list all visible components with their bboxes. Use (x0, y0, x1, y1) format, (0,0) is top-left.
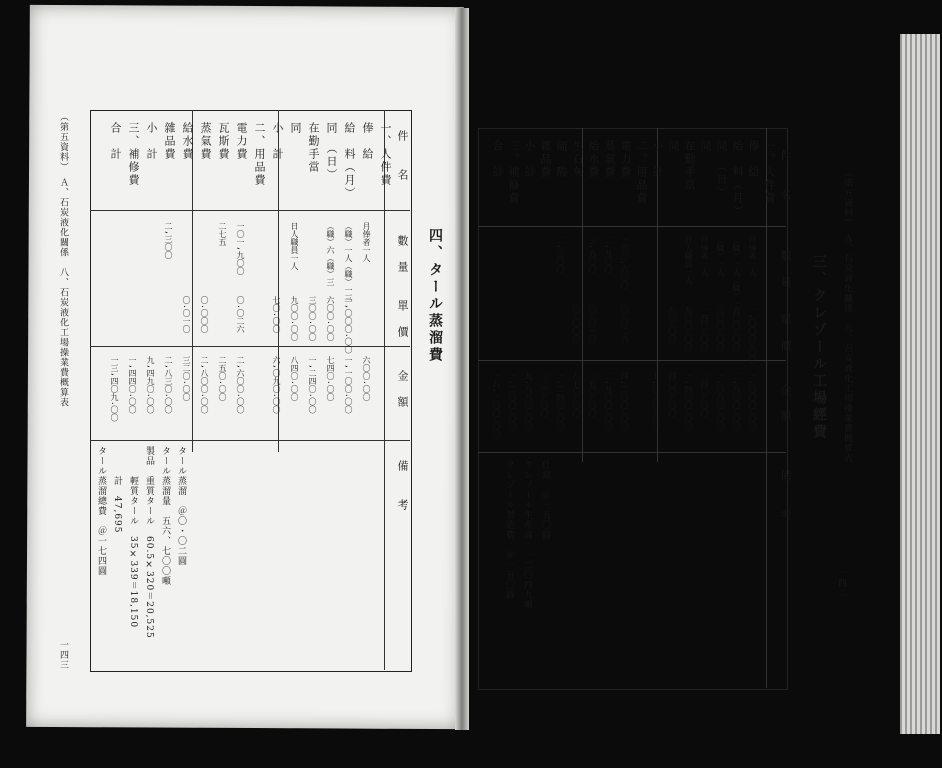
note-line: タール蒸溜量 五六、七〇〇噸 (160, 446, 170, 586)
right-header-price: 單 價 (779, 314, 792, 353)
table-cell-amount: 三二〇.〇〇 (182, 356, 191, 401)
note-line: 仕當 ＠一五〇圓 (540, 460, 550, 540)
right-header-amount: 金 額 (779, 384, 792, 423)
table-cell-amount: 八七〇.〇〇 (572, 372, 581, 417)
table-cell-amount: 八四〇.〇〇 (290, 356, 299, 401)
table-cell-amount: 六〇〇.〇〇 (362, 356, 371, 401)
table-cell-amount: 三二〇.〇〇 (540, 372, 549, 417)
table-cell-label: 在勤手當 (307, 122, 320, 174)
table-cell-qty: 日人職員一人 (290, 222, 299, 270)
table-cell-label: 蒸氣費 (199, 122, 212, 161)
note-line: クレゾール生産高 一二〇四九噸 (522, 460, 532, 610)
table-cell-amount: 一,一〇〇.〇〇 (344, 356, 353, 414)
table-cell-amount: 一,二四〇.〇〇 (556, 372, 565, 430)
table-cell-label: 三、補修費 (507, 140, 520, 205)
table-cell-label: 同 (289, 122, 302, 135)
table-cell-qty: （職）一人 (716, 236, 725, 276)
table-cell-amount: 四〇〇.〇〇 (668, 372, 677, 417)
table-cell-price: 六〇〇.〇〇 (326, 296, 335, 341)
table-cell-amount: 二,八三〇.〇〇 (164, 356, 173, 414)
table-cell-price: 八〇.〇〇 (668, 306, 677, 343)
right-section-title: 三、クレゾール工場經費 (811, 254, 827, 441)
left-header-qty: 數 量 (396, 235, 409, 274)
table-cell-amount: 三四〇.〇〇 (700, 372, 709, 417)
table-cell-amount: 七四〇.〇〇 (326, 356, 335, 401)
left-running-head: （第五資料） Ａ、石炭液化關係 八、石炭液化工場操業費概算表 (58, 112, 68, 408)
table-cell-label: 俸 給 (361, 122, 374, 161)
table-cell-price: 九〇〇.〇〇 (290, 296, 299, 341)
table-cell-price: 九〇〇.〇〇 (684, 306, 693, 351)
table-cell-price: 〇.〇二六 (620, 306, 629, 343)
table-cell-price: 三〇〇.〇〇 (308, 296, 317, 341)
table-cell-qty: 二,三〇〇 (556, 236, 565, 273)
book-gutter (455, 8, 469, 730)
table-cell-qty: 二七五 (218, 222, 227, 246)
table-cell-qty: 月俸者一人 (700, 236, 709, 276)
table-cell-amount: 九,八八〇.〇〇 (524, 372, 533, 430)
table-cell-price: 〇.〇二六 (236, 296, 245, 333)
table-cell-qty: 月俸者一人 (362, 222, 371, 262)
table-cell-qty: （職）六（職）三 (326, 222, 335, 286)
note-line: 輕質タール 35×339＝18,150 (128, 446, 138, 629)
table-cell-amount: 三五〇.〇〇 (588, 372, 597, 417)
table-cell-label: 在勤手當 (683, 140, 696, 192)
note-line: タール蒸溜總費 ＠一七四圓 (96, 446, 106, 576)
table-cell-price: 三〇〇.〇〇 (716, 306, 725, 351)
left-header-item: 件 名 (396, 130, 409, 182)
table-cell-label: 小 計 (651, 140, 664, 179)
left-header-price: 單 價 (396, 300, 409, 339)
table-cell-label: 小 計 (145, 122, 158, 161)
table-cell-label: 一、人件費 (379, 122, 392, 187)
table-cell-qty: 一〇一,九〇〇 (236, 222, 245, 275)
note-line: クレゾール製造費 ＠一五〇圓 (504, 460, 514, 600)
table-cell-amount: 一三,四〇九.〇〇 (110, 356, 119, 422)
table-cell-label: 電力費 (235, 122, 248, 161)
table-cell-price: 〇.〇一〇 (588, 306, 597, 343)
table-cell-price: 七〇.〇〇 (272, 296, 281, 333)
table-cell-label: 同 (699, 140, 712, 153)
right-header-note: 備 考 (779, 470, 792, 522)
table-cell-label: 硫 酸 (555, 140, 568, 179)
left-header-amount: 金 額 (396, 370, 409, 409)
table-cell-amount: 一,二〇〇.〇〇 (508, 372, 517, 430)
table-cell-amount: 九,四九〇.〇〇 (146, 356, 155, 414)
table-cell-price: 一,〇〇〇.〇〇 (344, 296, 353, 354)
table-cell-label: 合 計 (491, 140, 504, 179)
table-cell-label: 給 料（月） (343, 122, 356, 200)
table-cell-label: 給水費 (181, 122, 194, 161)
table-cell-label: 小 計 (271, 122, 284, 161)
table-cell-label: 合 計 (109, 122, 122, 161)
table-cell-amount: 一,〇〇〇.〇〇 (748, 372, 757, 430)
table-cell-qty: （職）一人（職）一八 (732, 236, 741, 316)
table-cell-amount: 四,二〇〇.〇〇 (620, 372, 629, 430)
table-cell-price: 〇.〇〇〇 (572, 306, 581, 343)
right-header-item: 件 名 (779, 150, 792, 202)
table-cell-amount: 二,九〇〇.〇〇 (604, 372, 613, 430)
table-cell-amount: 二,八〇〇.〇〇 (732, 372, 741, 430)
table-cell-label: 給 料（月） (731, 140, 744, 218)
note-line: 計 47,695 (112, 446, 122, 534)
table-cell-label: 同 (667, 140, 680, 153)
table-cell-qty: 日人職員一人 (684, 236, 693, 284)
table-cell-qty: 月俸者一人 (748, 236, 757, 276)
left-page-number: 一四三 (58, 640, 68, 670)
table-cell-label: 蒸氣費 (603, 140, 616, 179)
table-cell-qty: 三,五〇〇 (588, 236, 597, 273)
table-cell-label: 同 （日） (715, 140, 728, 200)
table-cell-label: 二、用品費 (253, 122, 266, 187)
right-page-number: 一四二 (836, 568, 846, 598)
table-cell-label: 俸 給 (747, 140, 760, 179)
table-cell-price: 六〇〇.〇〇 (732, 306, 741, 351)
table-cell-label: 給水費 (587, 140, 600, 179)
right-header-qty: 數 量 (779, 250, 792, 289)
table-cell-qty: 二,三〇〇 (164, 222, 173, 259)
right-running-head: （第五資料） Ａ、石炭液化關係 八、石炭液化工場操業費概算表 (842, 168, 852, 464)
table-cell-amount: 七,〇二〇.〇〇 (652, 372, 661, 430)
table-cell-label: 一、人件費 (763, 140, 776, 205)
table-cell-amount: 二,六〇〇.〇〇 (236, 356, 245, 414)
book-page-edges (900, 34, 940, 734)
table-cell-amount: 一八,一〇〇.〇〇 (492, 372, 501, 438)
table-cell-label: 二、用品費 (635, 140, 648, 205)
table-cell-label: 電力費 (619, 140, 632, 179)
left-header-note: 備 考 (396, 460, 409, 512)
left-section-title: 四、タール蒸溜費 (427, 228, 443, 364)
table-cell-label: 三、補修費 (127, 122, 140, 187)
table-cell-amount: 二五〇.〇〇 (218, 356, 227, 401)
table-cell-price: 〇.〇〇〇 (200, 296, 209, 333)
table-cell-label: 生石灰 (571, 140, 584, 179)
table-cell-label: 雜品費 (539, 140, 552, 179)
table-cell-price: 〇.〇一〇 (182, 296, 191, 333)
table-cell-qty: （職）一人（職）一三 (344, 222, 353, 302)
note-line: 製品 重質タール 60.5×320＝20,525 (144, 446, 154, 639)
table-cell-label: 同 （日） (325, 122, 338, 182)
table-cell-amount: 一,四四〇.〇〇 (128, 356, 137, 414)
note-line: タール蒸溜 ＠〇・〇二圓 (176, 446, 186, 566)
table-cell-amount: 一,〇八〇.〇〇 (716, 372, 725, 430)
table-cell-amount: 一,二四〇.〇〇 (308, 356, 317, 414)
table-cell-amount: 六,〇九〇.〇〇 (272, 356, 281, 414)
table-cell-amount: 二,八〇〇.〇〇 (200, 356, 209, 414)
table-cell-label: 雜品費 (163, 122, 176, 161)
table-cell-label: 瓦斯費 (217, 122, 230, 161)
table-cell-price: 一四〇.〇〇 (700, 306, 709, 351)
table-cell-amount: 一,四〇〇.〇〇 (684, 372, 693, 430)
table-cell-label: 小 計 (523, 140, 536, 179)
table-cell-qty: 一六〇,六〇〇 (620, 236, 629, 289)
table-cell-qty: 二,九〇〇 (604, 236, 613, 273)
table-cell-price: 一,〇〇〇.〇〇 (748, 306, 757, 364)
